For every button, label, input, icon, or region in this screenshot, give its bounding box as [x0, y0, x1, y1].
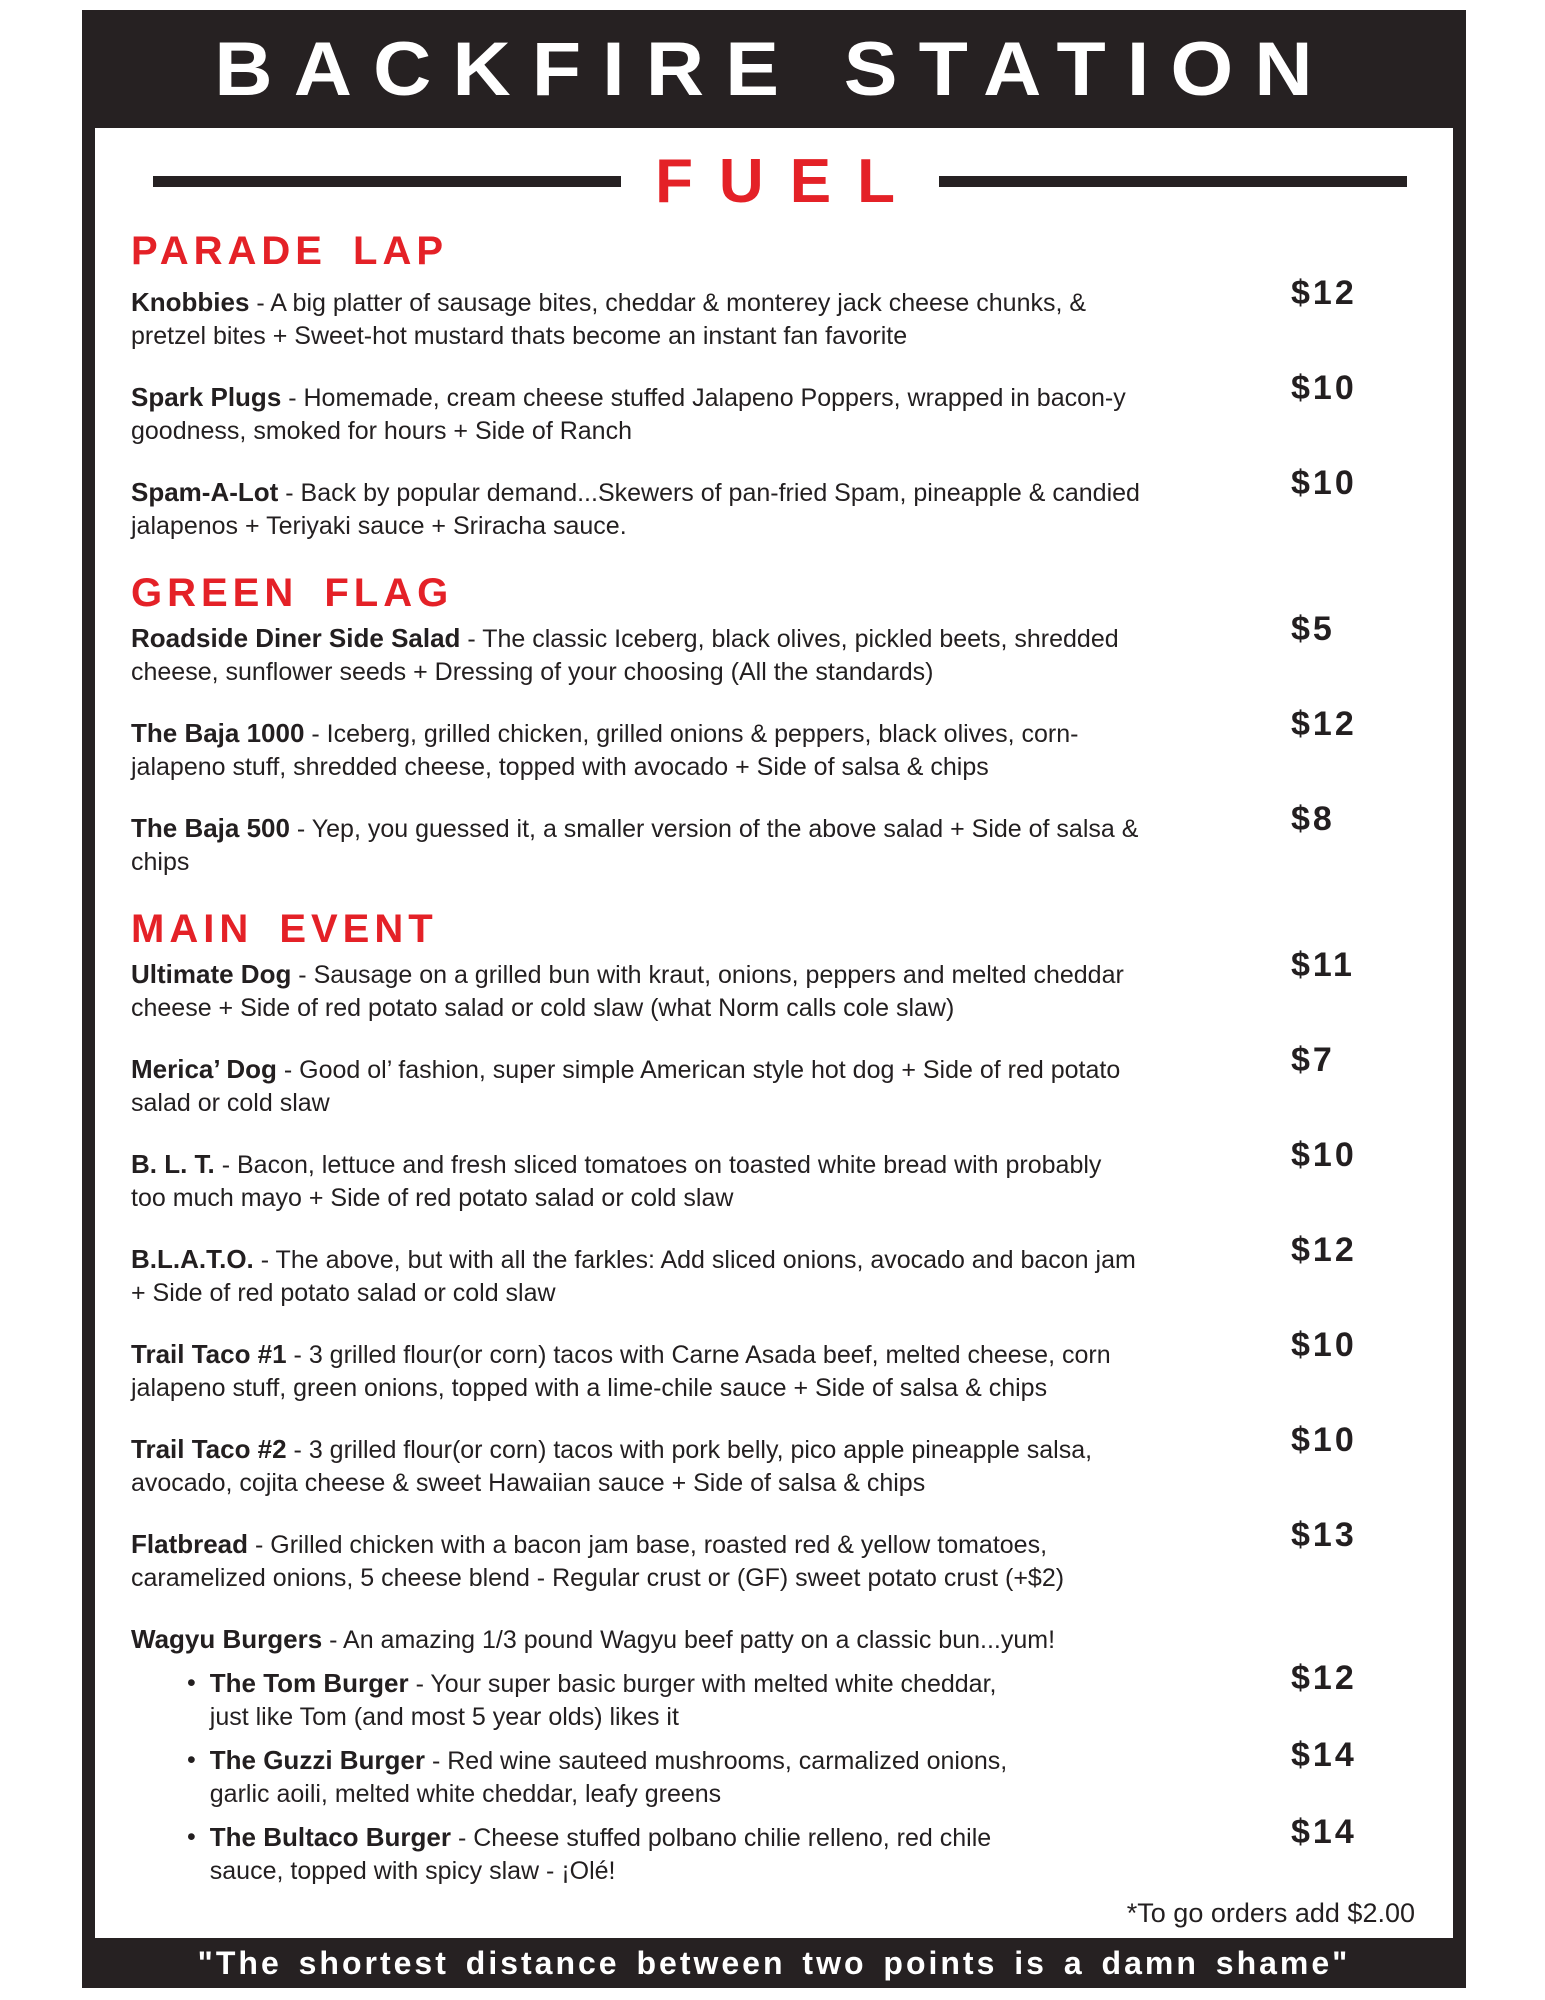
item-text: [131, 622, 1141, 689]
menu-item: [131, 369, 1429, 448]
burgers-header: [131, 1623, 1231, 1657]
item-separator: -: [291, 961, 314, 989]
item-separator: -: [286, 1436, 309, 1464]
item-separator: -: [408, 1670, 431, 1698]
item-description: Iceberg, grilled chicken, grilled onions & peppers, black olives, corn-jalapeno stuff, shredded cheese, topped with avocado + Side of salsa & chips: [131, 720, 1079, 781]
item-text: [131, 1338, 1141, 1405]
item-description: Back by popular demand...Skewers of pan-fried Spam, pineapple & candied jalapenos + Teriyaki sauce + Sriracha sauce.: [131, 479, 1140, 540]
item-text: [131, 286, 1141, 353]
item-name: The Baja 500: [131, 813, 290, 843]
item-description: The classic Iceberg, black olives, pickled beets, shredded cheese, sunflower seeds + Dressing of your choosing (All the standards): [131, 625, 1119, 686]
section-parade-lap: [131, 229, 1429, 543]
item-separator: -: [451, 1824, 474, 1852]
menu-item: [131, 274, 1429, 353]
item-price: $10: [1291, 464, 1357, 502]
item-separator: -: [248, 1531, 271, 1559]
item-separator: -: [304, 720, 327, 748]
menu-body: [82, 128, 1466, 1938]
menu-item: [131, 464, 1429, 543]
restaurant-name-banner: [82, 10, 1466, 128]
item-separator: -: [249, 289, 271, 317]
item-name: Roadside Diner Side Salad: [131, 623, 461, 653]
item-price: $11: [1291, 946, 1355, 984]
section-heading: MAIN EVENT: [131, 907, 438, 951]
menu-item: [131, 1421, 1429, 1500]
menu-item: [131, 946, 1429, 1025]
menu-frame: [82, 10, 1466, 1988]
bullet-icon: •: [187, 1823, 196, 1851]
item-separator: -: [289, 815, 312, 843]
item-separator: -: [286, 1341, 309, 1369]
item-description: Good ol’ fashion, super simple American style hot dog + Side of red potato salad or cold slaw: [131, 1056, 1121, 1117]
item-separator: -: [214, 1151, 237, 1179]
item-separator: -: [425, 1747, 448, 1775]
item-price: $10: [1291, 1326, 1357, 1364]
item-separator: -: [281, 384, 304, 412]
item-name: Flatbread: [131, 1529, 249, 1559]
item-text: [131, 381, 1141, 448]
item-text: [131, 1148, 1141, 1215]
menu-item: [131, 610, 1429, 689]
item-price: $12: [1291, 1659, 1357, 1697]
item-description: Your super basic burger with melted white cheddar, just like Tom (and most 5 year olds) likes it: [209, 1670, 997, 1731]
item-text: [210, 1821, 1030, 1888]
item-description: Cheese stuffed polbano chilie relleno, red chile sauce, topped with spicy slaw - ¡Olé!: [209, 1824, 992, 1885]
item-price: $12: [1291, 705, 1357, 743]
item-text: [131, 1053, 1141, 1120]
item-price: $13: [1291, 1516, 1357, 1554]
item-separator: -: [278, 479, 301, 507]
togo-note: *To go orders add $2.00: [1126, 1898, 1415, 1928]
item-text: [131, 476, 1141, 543]
item-description: Bacon, lettuce and fresh sliced tomatoes on toasted white bread with probably too much mayo + Side of red potato salad or cold slaw: [131, 1151, 1102, 1212]
item-price: $10: [1291, 1136, 1357, 1174]
menu-item: [131, 1231, 1429, 1310]
item-name: Trail Taco #1: [131, 1339, 287, 1369]
menu-item: [131, 1326, 1429, 1405]
bullet-icon: •: [187, 1669, 196, 1697]
item-text: [131, 717, 1141, 784]
menu-item: [131, 1516, 1429, 1595]
item-description: 3 grilled flour(or corn) tacos with Carne Asada beef, melted cheese, corn jalapeno stuff, green onions, topped with a lime-chile sauce + Side of salsa & chips: [131, 1341, 1111, 1402]
item-text: [131, 1433, 1141, 1500]
item-name: Wagyu Burgers: [131, 1624, 323, 1654]
burgers-group: [131, 1623, 1429, 1888]
item-description: An amazing 1/3 pound Wagyu beef patty on a classic bun...yum!: [343, 1626, 1056, 1654]
footer-quote: "The shortest distance between two points is a damn shame": [197, 1944, 1351, 1981]
item-description: The above, but with all the farkles: Add sliced onions, avocado and bacon jam + Side of red potato salad or cold slaw: [131, 1246, 1136, 1307]
item-description: Yep, you guessed it, a smaller version of the above salad + Side of salsa & chips: [131, 815, 1139, 876]
item-text: [131, 1243, 1141, 1310]
item-description: Red wine sauteed mushrooms, carmalized onions, garlic aoili, melted white cheddar, leafy greens: [209, 1747, 1008, 1808]
item-price: $8: [1291, 800, 1335, 838]
item-price: $7: [1291, 1041, 1335, 1079]
item-text: [131, 812, 1141, 879]
item-price: $14: [1291, 1736, 1357, 1774]
item-separator: -: [276, 1056, 300, 1084]
section-heading: PARADE LAP: [131, 229, 449, 273]
restaurant-name: BACKFIRE STATION: [214, 26, 1334, 112]
item-price: $14: [1291, 1813, 1357, 1851]
item-description: Grilled chicken with a bacon jam base, roasted red & yellow tomatoes, caramelized onions, 5 cheese blend - Regular crust or (GF) sweet potato crust (+$2): [131, 1531, 1065, 1592]
item-text: [210, 1667, 1030, 1734]
item-separator: -: [460, 625, 483, 653]
item-separator: -: [253, 1246, 276, 1274]
menu-title-row: [153, 146, 1407, 217]
menu-item: [131, 1136, 1429, 1215]
menu-item: [187, 1659, 1429, 1734]
item-name: Ultimate Dog: [131, 959, 292, 989]
item-separator: -: [322, 1626, 344, 1654]
menu-title: FUEL: [655, 147, 921, 216]
item-description: 3 grilled flour(or corn) tacos with pork belly, pico apple pineapple salsa, avocado, cojita cheese & sweet Hawaiian sauce + Side of salsa & chips: [131, 1436, 1093, 1497]
menu-item: [131, 1041, 1429, 1120]
item-name: The Bultaco Burger: [209, 1822, 452, 1852]
left-rule: [153, 176, 621, 187]
section-heading: GREEN FLAG: [131, 571, 454, 615]
menu-item: [131, 800, 1429, 879]
item-price: $12: [1291, 274, 1357, 312]
item-price: $5: [1291, 610, 1335, 648]
bullet-icon: •: [187, 1746, 196, 1774]
section-green-flag: [131, 571, 1429, 879]
item-name: Merica’ Dog: [131, 1054, 277, 1084]
item-name: Spark Plugs: [131, 382, 282, 412]
item-price: $10: [1291, 1421, 1357, 1459]
item-description: Sausage on a grilled bun with kraut, onions, peppers and melted cheddar cheese + Side of red potato salad or cold slaw (what Norm calls cole slaw): [131, 961, 1124, 1022]
section-main-event: [131, 907, 1429, 1595]
item-name: The Baja 1000: [131, 718, 305, 748]
menu-item: [131, 705, 1429, 784]
item-text: [131, 1528, 1141, 1595]
item-text: [210, 1744, 1030, 1811]
item-text: [131, 958, 1141, 1025]
item-description: A big platter of sausage bites, cheddar & monterey jack cheese chunks, & pretzel bites + Sweet-hot mustard thats become an instant fan favorite: [131, 289, 1087, 350]
item-name: B. L. T.: [131, 1149, 215, 1179]
item-description: Homemade, cream cheese stuffed Jalapeno Poppers, wrapped in bacon-y goodness, smoked for hours + Side of Ranch: [131, 384, 1126, 445]
footer-quote-banner: [82, 1938, 1466, 1988]
menu-item: [187, 1813, 1429, 1888]
menu-item: [187, 1736, 1429, 1811]
right-rule: [939, 176, 1407, 187]
item-price: $12: [1291, 1231, 1357, 1269]
item-price: $10: [1291, 369, 1357, 407]
item-name: B.L.A.T.O.: [131, 1244, 254, 1274]
item-name: The Guzzi Burger: [209, 1745, 426, 1775]
item-name: Trail Taco #2: [131, 1434, 287, 1464]
item-name: The Tom Burger: [209, 1668, 409, 1698]
item-name: Knobbies: [131, 287, 250, 317]
item-name: Spam-A-Lot: [131, 477, 279, 507]
